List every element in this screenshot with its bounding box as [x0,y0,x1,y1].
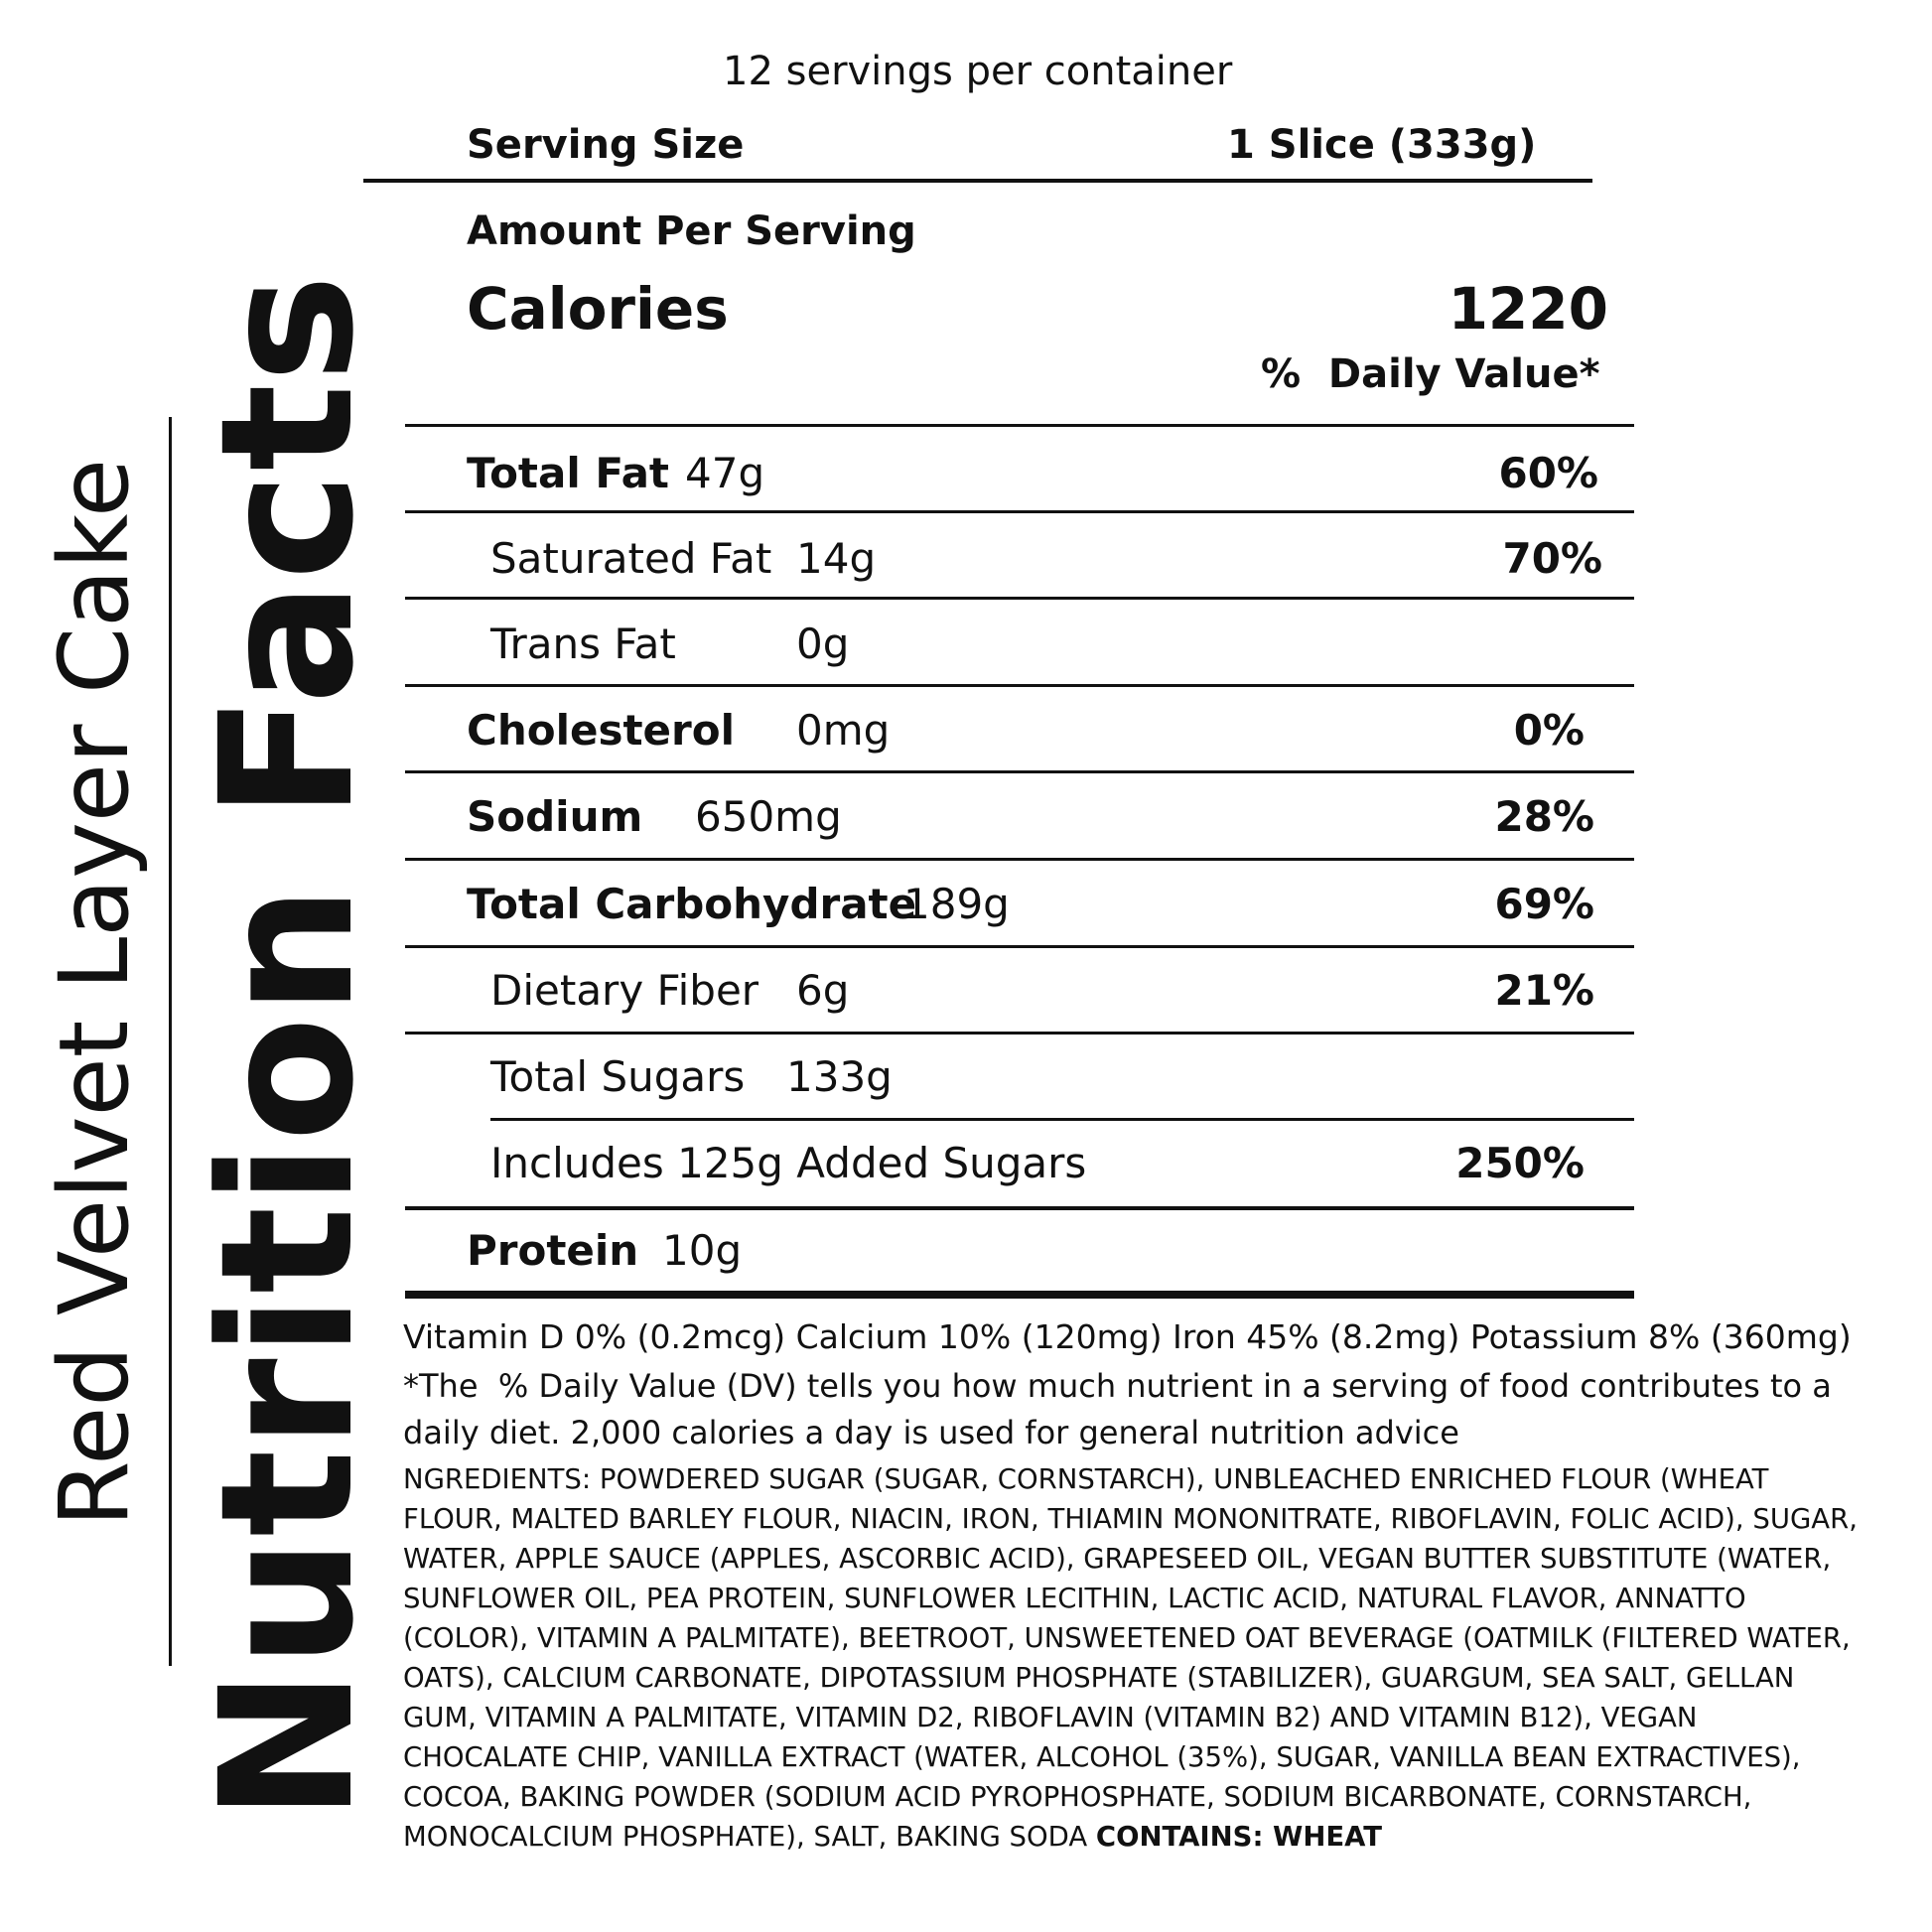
dietary-fiber-label: Dietary Fiber [490,966,759,1015]
saturated-fat-amount: 14g [796,534,877,583]
ingredients-list: NGREDIENTS: POWDERED SUGAR (SUGAR, CORNSTARCH), UNBLEACHED ENRICHED FLOUR (WHEAT FLOUR, MALTED BARLEY FLOUR, NIACIN, IRON, THIAMIN MONONITRATE, RIBOFLAVIN, FOLIC ACID), SUGAR, WATER, APPLE SAUCE (APPLES, ASCORBIC ACID), GRAPESEED OIL, VEGAN BUTTER SUBSTITUTE (WATER, SUNFLOWER OIL, PEA PROTEIN, SUNFLOWER LECITHIN, LACTIC ACID, NATURAL FLAVOR, ANNATTO (COLOR), VITAMIN A PALMITATE), BEETROOT, UNSWEETENED OAT BEVERAGE (OATMILK (FILTERED WATER, OATS), CALCIUM CARBONATE, DIPOTASSIUM PHOSPHATE (STABILIZER), GUARGUM, SEA SALT, GELLAN GUM, VITAMIN A PALMITATE, VITAMIN D2, RIBOFLAVIN (VITAMIN B2) AND VITAMIN B12), VEGAN CHOCALATE CHIP, VANILLA EXTRACT (WATER, ALCOHOL (35%), SUGAR, VANILLA BEAN EXTRACTIVES), COCOA, BAKING POWDER (SODIUM ACID PYROPHOSPHATE, SODIUM BICARBONATE, CORNSTARCH, MONOCALCIUM PHOSPHATE), SALT, BAKING SODA [403,1463,1858,1853]
row-rule [405,770,1634,773]
side-divider [169,417,172,1666]
amount-per-serving: Amount Per Serving [467,208,916,254]
thick-rule [405,1291,1634,1299]
trans-fat-amount: 0g [796,620,850,668]
product-name: Red Velvet Layer Cake [39,458,150,1528]
total-carbohydrate-amount: 189g [903,880,1010,928]
trans-fat-label: Trans Fat [490,620,676,668]
vitamins-line: Vitamin D 0% (0.2mcg) Calcium 10% (120mg) Iron 45% (8.2mg) Potassium 8% (360mg) [403,1317,1852,1356]
row-rule [405,597,1634,600]
calories-label: Calories [467,275,729,343]
cholesterol-label: Cholesterol [467,706,735,755]
total-carbohydrate-dv: 69% [1494,880,1594,928]
sodium-amount: 650mg [695,792,842,841]
row-rule [405,1206,1634,1210]
servings-per-container: 12 servings per container [723,49,1233,94]
ingredients-text [403,1459,1863,1857]
added-sugars-dv: 250% [1455,1139,1585,1187]
dietary-fiber-amount: 6g [796,966,850,1015]
serving-size-rule [363,179,1592,183]
total-fat-dv: 60% [1498,449,1598,497]
sugars-indent-rule [490,1118,1634,1121]
dietary-fiber-dv: 21% [1494,966,1594,1015]
cholesterol-dv: 0% [1513,706,1585,755]
daily-value-header: % Daily Value* [1261,351,1600,397]
saturated-fat-label: Saturated Fat [490,534,772,583]
total-sugars-label: Total Sugars [490,1052,746,1101]
protein-label: Protein [467,1226,639,1275]
saturated-fat-dv: 70% [1502,534,1602,583]
row-rule [405,858,1634,861]
added-sugars-label: Includes 125g Added Sugars [490,1139,1087,1187]
sodium-label: Sodium [467,792,643,841]
allergen-contains: CONTAINS: WHEAT [1095,1821,1383,1853]
serving-size-label: Serving Size [467,122,745,168]
total-sugars-amount: 133g [786,1052,893,1101]
row-rule [405,1032,1634,1035]
sodium-dv: 28% [1494,792,1594,841]
total-fat-label: Total Fat [467,449,670,497]
serving-size-value: 1 Slice (333g) [1227,122,1537,168]
footnote-line-1: *The % Daily Value (DV) tells you how much nutrient in a serving of food contributes to a [403,1367,1832,1405]
calories-value: 1220 [1448,275,1608,343]
total-carbohydrate-label: Total Carbohydrate [467,880,917,928]
row-rule [405,945,1634,948]
row-rule [405,684,1634,687]
total-fat-amount: 47g [685,449,765,497]
footnote-line-2: daily diet. 2,000 calories a day is used for general nutrition advice [403,1414,1459,1451]
row-rule [405,424,1634,427]
row-rule [405,510,1634,513]
cholesterol-amount: 0mg [796,706,891,755]
protein-amount: 10g [662,1226,743,1275]
nutrition-facts-title: Nutrition Facts [182,273,394,1822]
